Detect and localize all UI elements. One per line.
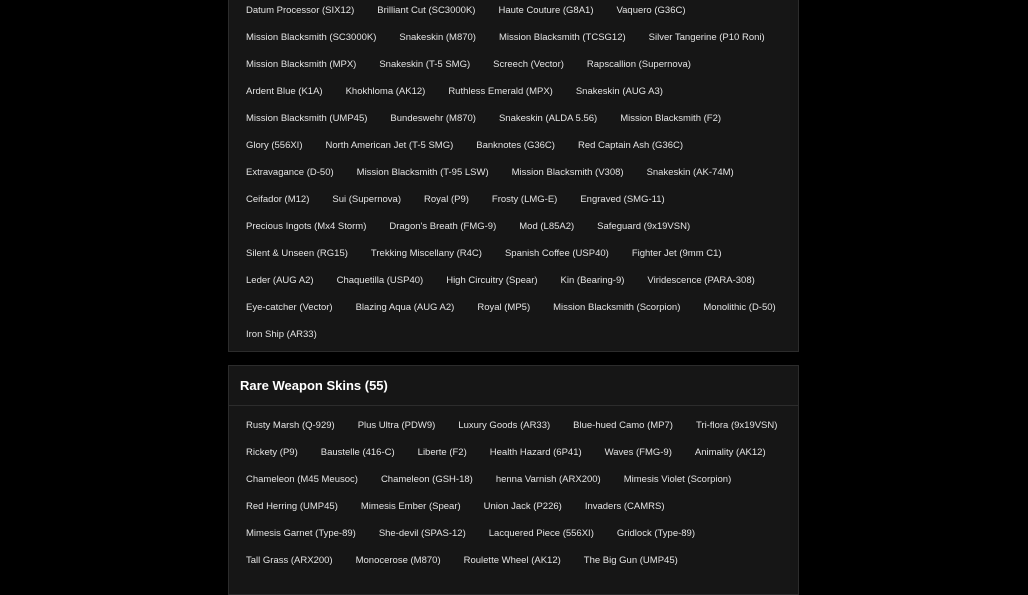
skin-row bbox=[246, 466, 790, 493]
skin-link[interactable]: Monolithic (D-50) bbox=[703, 302, 776, 313]
skin-link[interactable]: Baustelle (416-C) bbox=[320, 447, 395, 458]
skin-row bbox=[246, 51, 790, 78]
skin-link[interactable]: Sui (Supernova) bbox=[332, 194, 402, 205]
skin-link[interactable]: Royal (MP5) bbox=[477, 302, 531, 313]
skin-link[interactable]: Snakeskin (M870) bbox=[399, 32, 476, 43]
skin-link[interactable]: Animality (AK12) bbox=[694, 447, 766, 458]
skin-link[interactable]: Frosty (LMG-E) bbox=[491, 194, 558, 205]
skin-link[interactable]: Mimesis Violet (Scorpion) bbox=[623, 474, 732, 485]
skin-link[interactable]: Iron Ship (AR33) bbox=[246, 329, 317, 340]
skin-link[interactable]: Safeguard (9x19VSN) bbox=[597, 221, 691, 232]
skin-link[interactable]: Banknotes (G36C) bbox=[476, 140, 555, 151]
skin-link[interactable]: Luxury Goods (AR33) bbox=[458, 420, 551, 431]
skin-link[interactable]: Trekking Miscellany (R4C) bbox=[370, 248, 482, 259]
skin-link[interactable]: Mission Blacksmith (UMP45) bbox=[246, 113, 368, 124]
skin-link[interactable]: Viridescence (PARA-308) bbox=[647, 275, 755, 286]
skin-link[interactable]: Vaquero (G36C) bbox=[616, 5, 686, 16]
skin-row bbox=[246, 0, 790, 24]
skin-link[interactable]: Roulette Wheel (AK12) bbox=[463, 555, 561, 566]
skin-link[interactable]: Ardent Blue (K1A) bbox=[246, 86, 323, 97]
skin-link[interactable]: Union Jack (P226) bbox=[483, 501, 562, 512]
skin-link[interactable]: Kin (Bearing-9) bbox=[560, 275, 625, 286]
rare-weapon-skins-panel bbox=[228, 365, 799, 595]
skin-link[interactable]: Dragon's Breath (FMG-9) bbox=[389, 221, 497, 232]
skin-link[interactable]: Gridlock (Type-89) bbox=[616, 528, 695, 539]
skin-row bbox=[246, 159, 790, 186]
skin-link[interactable]: Precious Ingots (Mx4 Storm) bbox=[246, 221, 367, 232]
skin-link[interactable]: Spanish Coffee (USP40) bbox=[504, 248, 609, 259]
skin-row bbox=[246, 78, 790, 105]
skin-link[interactable]: Mission Blacksmith (MPX) bbox=[246, 59, 357, 70]
skin-link[interactable]: She-devil (SPAS-12) bbox=[378, 528, 466, 539]
skin-row bbox=[246, 520, 790, 547]
skin-row bbox=[246, 240, 790, 267]
skin-link[interactable]: Engraved (SMG-11) bbox=[580, 194, 665, 205]
skin-link[interactable]: Mod (L85A2) bbox=[519, 221, 575, 232]
skin-link[interactable]: Eye-catcher (Vector) bbox=[246, 302, 333, 313]
skin-link[interactable]: Snakeskin (AUG A3) bbox=[575, 86, 663, 97]
skin-link[interactable]: Ceifador (M12) bbox=[246, 194, 310, 205]
skin-link[interactable]: Datum Processor (SIX12) bbox=[246, 5, 355, 16]
skin-link[interactable]: Liberte (F2) bbox=[417, 447, 467, 458]
weapon-skins-panel bbox=[228, 0, 799, 352]
skin-link[interactable]: Snakeskin (T-5 SMG) bbox=[379, 59, 471, 70]
skin-link[interactable]: Fighter Jet (9mm C1) bbox=[631, 248, 722, 259]
skin-link[interactable]: Rapscallion (Supernova) bbox=[586, 59, 691, 70]
skin-link[interactable]: Lacquered Piece (556XI) bbox=[488, 528, 594, 539]
skin-link[interactable]: Mimesis Garnet (Type-89) bbox=[246, 528, 356, 539]
skin-link[interactable]: Mission Blacksmith (V308) bbox=[511, 167, 624, 178]
top-skin-list bbox=[229, 0, 798, 348]
skin-link[interactable]: Mission Blacksmith (SC3000K) bbox=[246, 32, 377, 43]
skin-link[interactable]: Ruthless Emerald (MPX) bbox=[448, 86, 553, 97]
skin-link[interactable]: Red Herring (UMP45) bbox=[246, 501, 338, 512]
skin-link[interactable]: Royal (P9) bbox=[424, 194, 469, 205]
skin-link[interactable]: Chameleon (M45 Meusoc) bbox=[246, 474, 358, 485]
skin-link[interactable]: Mission Blacksmith (Scorpion) bbox=[553, 302, 681, 313]
skin-link[interactable]: Mimesis Ember (Spear) bbox=[360, 501, 461, 512]
skin-link[interactable]: The Big Gun (UMP45) bbox=[583, 555, 678, 566]
skin-row bbox=[246, 547, 790, 574]
skin-link[interactable]: Tri-flora (9x19VSN) bbox=[695, 420, 778, 431]
skin-link[interactable]: Health Hazard (6P41) bbox=[489, 447, 582, 458]
rare-skin-list bbox=[229, 406, 798, 574]
skin-row bbox=[246, 267, 790, 294]
skin-link[interactable]: Monocerose (M870) bbox=[355, 555, 441, 566]
skin-link[interactable]: Mission Blacksmith (T-95 LSW) bbox=[356, 167, 489, 178]
skin-link[interactable]: Tall Grass (ARX200) bbox=[246, 555, 333, 566]
skin-row bbox=[246, 24, 790, 51]
skin-row bbox=[246, 213, 790, 240]
skin-link[interactable]: Waves (FMG-9) bbox=[604, 447, 672, 458]
skin-row bbox=[246, 186, 790, 213]
skin-link[interactable]: Blue-hued Camo (MP7) bbox=[573, 420, 673, 431]
skin-link[interactable]: Glory (556XI) bbox=[246, 140, 303, 151]
skin-link[interactable]: Silent & Unseen (RG15) bbox=[246, 248, 348, 259]
skin-link[interactable]: Leder (AUG A2) bbox=[246, 275, 314, 286]
skin-link[interactable]: Invaders (CAMRS) bbox=[584, 501, 665, 512]
skin-link[interactable]: Plus Ultra (PDW9) bbox=[357, 420, 436, 431]
skin-link[interactable]: Blazing Aqua (AUG A2) bbox=[355, 302, 455, 313]
skin-link[interactable]: Mission Blacksmith (F2) bbox=[620, 113, 722, 124]
skin-link[interactable]: Snakeskin (ALDA 5.56) bbox=[498, 113, 598, 124]
skin-row bbox=[246, 132, 790, 159]
skin-link[interactable]: Red Captain Ash (G36C) bbox=[577, 140, 684, 151]
skin-link[interactable]: Rickety (P9) bbox=[246, 447, 298, 458]
skin-row bbox=[246, 294, 790, 321]
skin-row bbox=[246, 412, 790, 439]
skin-link[interactable]: Snakeskin (AK-74M) bbox=[646, 167, 734, 178]
skin-row bbox=[246, 105, 790, 132]
skin-link[interactable]: High Circuitry (Spear) bbox=[446, 275, 538, 286]
skin-row bbox=[246, 321, 790, 348]
skin-link[interactable]: Rusty Marsh (Q-929) bbox=[246, 420, 335, 431]
skin-link[interactable]: Silver Tangerine (P10 Roni) bbox=[648, 32, 765, 43]
rare-section-title: Rare Weapon Skins (55) bbox=[229, 366, 798, 406]
skin-link[interactable]: Screech (Vector) bbox=[493, 59, 564, 70]
skin-link[interactable]: Bundeswehr (M870) bbox=[390, 113, 476, 124]
skin-link[interactable]: Mission Blacksmith (TCSG12) bbox=[498, 32, 626, 43]
skin-link[interactable]: Chameleon (GSH-18) bbox=[380, 474, 473, 485]
skin-link[interactable]: Extravagance (D-50) bbox=[246, 167, 334, 178]
skin-row bbox=[246, 439, 790, 466]
skin-link[interactable]: Chaquetilla (USP40) bbox=[336, 275, 424, 286]
skin-link[interactable]: Haute Couture (G8A1) bbox=[498, 5, 594, 16]
skin-link[interactable]: Khokhloma (AK12) bbox=[345, 86, 426, 97]
skin-row bbox=[246, 493, 790, 520]
skin-link[interactable]: North American Jet (T-5 SMG) bbox=[325, 140, 454, 151]
skin-link[interactable]: henna Varnish (ARX200) bbox=[495, 474, 601, 485]
skin-link[interactable]: Brilliant Cut (SC3000K) bbox=[377, 5, 476, 16]
